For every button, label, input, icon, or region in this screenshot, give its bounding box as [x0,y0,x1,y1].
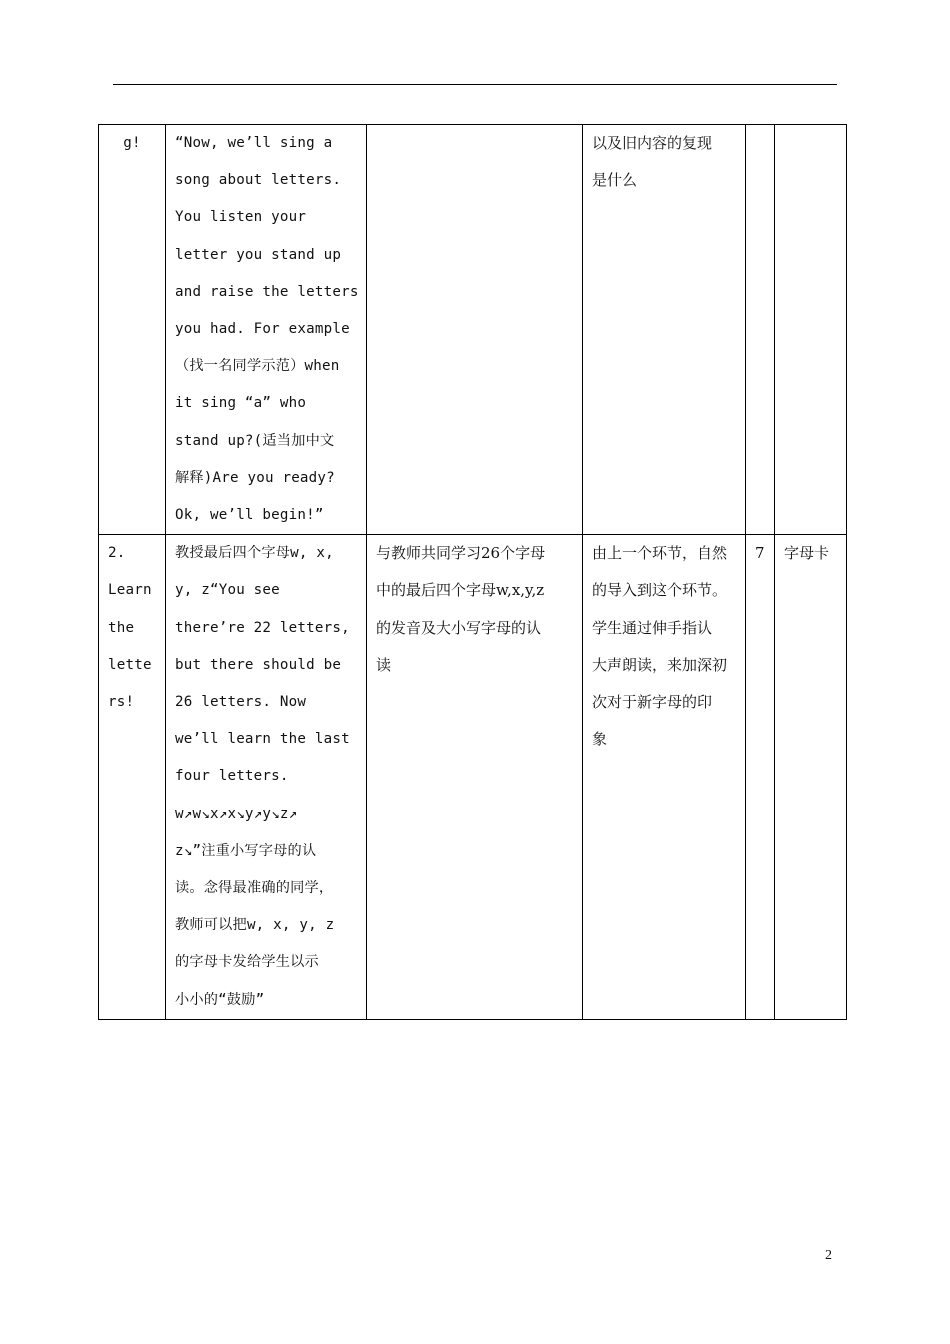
text-line: w↗w↘x↗x↘y↗y↘z↗ [175,805,298,822]
text-line: 由上一个环节，自然 [592,544,728,563]
text-line: the [108,619,135,636]
text-line: Ok, we’ll begin!” [175,507,324,524]
time-cell: 7 [746,535,775,1020]
text-line: it sing “a” who [175,395,307,412]
stage-cell [99,535,166,1020]
materials-cell [775,125,847,535]
table-row [99,535,847,1020]
text-line: z↘”注重小写字母的认 [175,842,317,859]
stage-cell: g! [99,125,166,535]
text-line: y, z“You see [175,582,280,599]
text-line: 2. [108,545,126,562]
materials-cell: 字母卡 [775,535,847,1020]
text-line: four letters. [175,768,289,785]
text-line: Learn [108,582,152,599]
text-line: You listen your [175,209,307,226]
design-intent-cell [583,125,746,535]
text-line: 读。念得最准确的同学， [175,880,334,897]
text-line: we’ll learn the last [175,731,350,748]
text-line: 的字母卡发给学生以示 [175,954,319,971]
text-line: 以及旧内容的复现 [592,134,713,152]
page-number: 2 [825,1248,832,1263]
text-line: 教师可以把w, x, y, z [175,917,335,934]
teacher-activity-cell [166,535,367,1020]
student-activity-cell [367,535,583,1020]
text-line: but there should be [175,656,342,673]
header-rule [113,84,837,85]
text-line: 学生通过伸手指认 [592,618,713,637]
design-intent-cell [583,535,746,1020]
text-line: you had. For example [175,321,350,338]
text-line: 象 [592,730,608,749]
text-line: there’re 22 letters, [175,619,350,636]
text-line: 读 [376,655,392,674]
text-line: letter you stand up [175,246,342,263]
text-line: stand up?(适当加中文 [175,432,335,449]
text-line: lette [108,656,152,673]
text-line: 解释)Are you ready? [175,469,335,486]
lesson-plan-table [98,124,847,1020]
teacher-activity-cell [166,125,367,535]
text-line: （找一名同学示范）when [175,358,340,375]
time-cell [746,125,775,535]
text-line: “Now, we’ll sing a [175,135,333,151]
text-line: 的发音及大小写字母的认 [376,618,542,637]
student-activity-cell [367,125,583,535]
text-line: 中的最后四个字母w,x,y,z [376,581,545,600]
text-line: song about letters. [175,172,342,189]
table-row [99,125,847,535]
text-line: 是什么 [592,171,638,190]
text-line: 26 letters. Now [175,694,307,711]
text-line: 的导入到这个环节。 [592,581,728,600]
text-line: and raise the letters [175,283,359,300]
text-line: 大声朗读，来加深初 [592,655,728,674]
text-line: 教授最后四个字母w, x, [175,545,334,562]
text-line: 小小的“鼓励” [175,991,265,1008]
text-line: 与教师共同学习26个字母 [376,544,546,563]
text-line: rs! [108,694,135,711]
text-line: 次对于新字母的印 [592,693,713,712]
